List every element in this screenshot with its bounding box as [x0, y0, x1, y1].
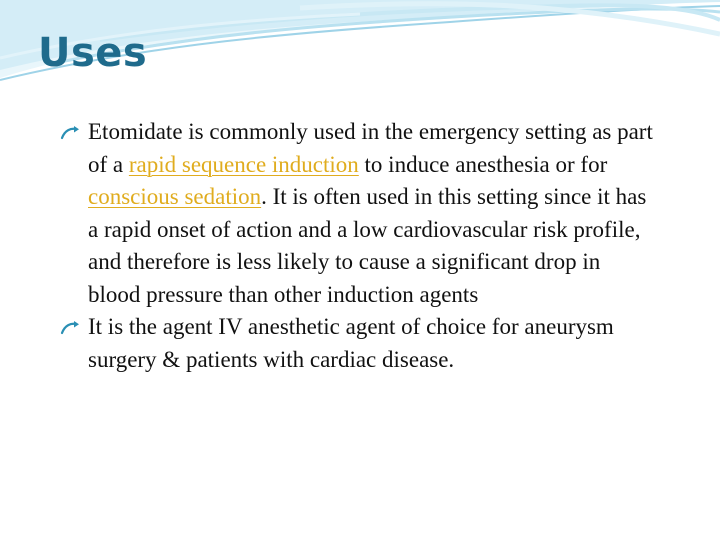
link-rapid-sequence-induction[interactable]: rapid sequence induction	[128, 151, 359, 177]
slide-title: Uses	[38, 30, 148, 76]
link-conscious-sedation[interactable]: conscious sedation	[88, 184, 262, 209]
bullet-text-1b: to induce anesthesia or for	[358, 151, 608, 177]
bullet-item-2	[58, 311, 658, 376]
bullet-list	[58, 116, 658, 376]
bullet-item-1	[58, 116, 658, 311]
curved-arrow-bullet-icon	[58, 116, 84, 148]
bullet-text-1a: Etomidate is commonly used in the emergency setting as part of a	[88, 119, 653, 177]
bullet-text-2: It is the agent IV anesthetic agent of choice for aneurysm surgery & patients with cardiac disease.	[88, 314, 614, 372]
curved-arrow-bullet-icon	[58, 311, 84, 343]
bullet-text-1c: . It is often used in this setting since it has a rapid onset of action and a low cardiovascular risk profile, and therefore is less likely to cause a significant drop in blood pressure than other induction agents	[88, 184, 647, 307]
